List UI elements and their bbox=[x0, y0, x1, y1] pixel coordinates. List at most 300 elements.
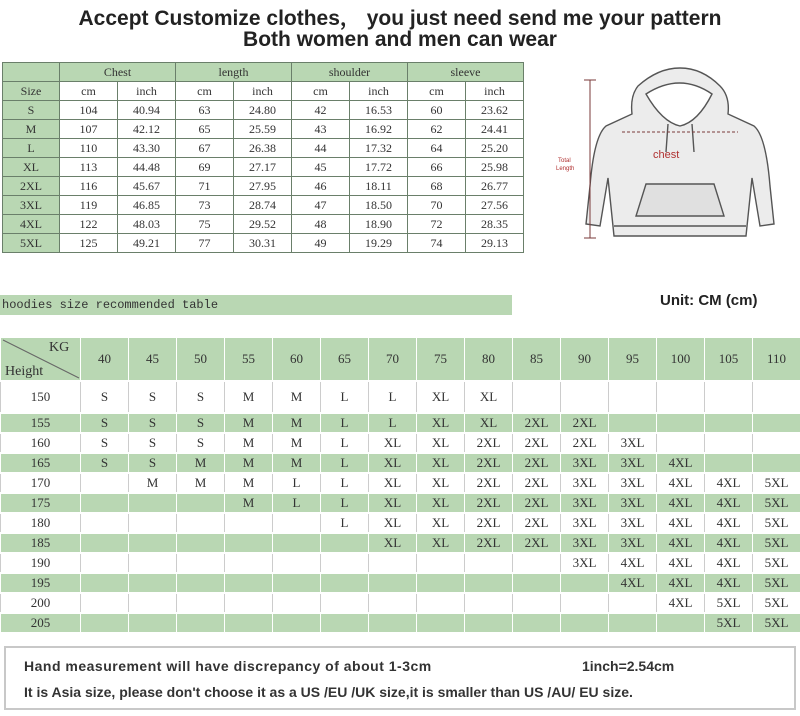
recommended-size-cell: L bbox=[320, 414, 368, 432]
recommended-size-cell: L bbox=[320, 454, 368, 472]
recommended-size-cell: 5XL bbox=[704, 614, 752, 632]
recommended-size-cell: 4XL bbox=[704, 574, 752, 592]
measure-cell: 25.20 bbox=[466, 139, 524, 158]
weight-header-cell: 70 bbox=[368, 338, 416, 380]
weight-header-cell: 95 bbox=[608, 338, 656, 380]
size-chart-row bbox=[3, 234, 524, 253]
recommended-size-cell: 5XL bbox=[752, 594, 800, 612]
page-subtitle: Both women and men can wear bbox=[243, 28, 557, 51]
recommended-size-cell bbox=[656, 382, 704, 412]
recommended-size-cell bbox=[512, 594, 560, 612]
size-cell: 4XL bbox=[3, 215, 60, 234]
recommended-size-cell bbox=[704, 382, 752, 412]
recommended-size-cell: 2XL bbox=[512, 414, 560, 432]
measure-cell: 71 bbox=[176, 177, 234, 196]
weight-header-cell: 40 bbox=[80, 338, 128, 380]
measure-cell: 19.29 bbox=[350, 234, 408, 253]
measure-cell: 47 bbox=[292, 196, 350, 215]
recommended-size-cell: S bbox=[80, 382, 128, 412]
recommended-size-cell bbox=[464, 554, 512, 572]
recommended-size-cell bbox=[416, 554, 464, 572]
height-cell: 195 bbox=[0, 574, 80, 592]
measure-cell: 23.62 bbox=[466, 101, 524, 120]
recommend-row bbox=[0, 554, 800, 572]
measure-cell: 18.11 bbox=[350, 177, 408, 196]
measure-cell: 77 bbox=[176, 234, 234, 253]
recommended-size-cell: XL bbox=[368, 434, 416, 452]
recommended-size-cell bbox=[608, 382, 656, 412]
group-sleeve: sleeve bbox=[408, 63, 524, 82]
unit-cell: cm bbox=[60, 82, 118, 101]
recommended-size-cell: 3XL bbox=[608, 474, 656, 492]
recommended-size-cell: L bbox=[272, 474, 320, 492]
recommended-size-cell bbox=[560, 594, 608, 612]
measure-cell: 122 bbox=[60, 215, 118, 234]
measure-cell: 63 bbox=[176, 101, 234, 120]
recommended-size-cell bbox=[320, 574, 368, 592]
recommended-size-cell: 3XL bbox=[608, 534, 656, 552]
height-cell: 175 bbox=[0, 494, 80, 512]
measure-cell: 46.85 bbox=[118, 196, 176, 215]
recommended-size-cell: 4XL bbox=[608, 554, 656, 572]
recommended-size-cell: 2XL bbox=[560, 434, 608, 452]
recommended-size-cell: 4XL bbox=[656, 574, 704, 592]
recommended-size-cell bbox=[224, 594, 272, 612]
measure-cell: 27.95 bbox=[234, 177, 292, 196]
recommended-size-cell bbox=[128, 514, 176, 532]
measure-cell: 30.31 bbox=[234, 234, 292, 253]
recommended-size-cell: 4XL bbox=[656, 494, 704, 512]
recommended-size-cell: 4XL bbox=[656, 474, 704, 492]
recommended-size-cell: L bbox=[368, 382, 416, 412]
recommended-size-cell: M bbox=[224, 434, 272, 452]
recommended-size-cell bbox=[176, 554, 224, 572]
kg-label: KG bbox=[49, 340, 70, 355]
unit-label: Unit: CM (cm) bbox=[660, 292, 758, 309]
recommended-size-cell: 5XL bbox=[752, 534, 800, 552]
recommended-size-cell bbox=[176, 574, 224, 592]
recommended-size-cell: 5XL bbox=[752, 474, 800, 492]
recommended-size-cell bbox=[128, 614, 176, 632]
recommended-size-cell: M bbox=[224, 382, 272, 412]
size-chart-row bbox=[3, 177, 524, 196]
recommended-size-cell: 4XL bbox=[704, 534, 752, 552]
recommend-row bbox=[0, 594, 800, 612]
recommend-row bbox=[0, 454, 800, 472]
recommended-size-cell: 5XL bbox=[752, 614, 800, 632]
recommended-size-cell bbox=[608, 594, 656, 612]
size-cell: 3XL bbox=[3, 196, 60, 215]
unit-cell: cm bbox=[292, 82, 350, 101]
recommended-size-cell bbox=[272, 554, 320, 572]
measure-cell: 60 bbox=[408, 101, 466, 120]
recommended-size-cell bbox=[656, 414, 704, 432]
measure-cell: 27.56 bbox=[466, 196, 524, 215]
recommended-size-cell bbox=[416, 574, 464, 592]
recommended-size-cell bbox=[512, 382, 560, 412]
recommended-size-cell bbox=[560, 614, 608, 632]
weight-header-cell: 90 bbox=[560, 338, 608, 380]
recommend-row bbox=[0, 434, 800, 452]
recommended-size-cell: L bbox=[272, 494, 320, 512]
recommend-table-title: hoodies size recommended table bbox=[0, 295, 512, 315]
recommended-size-cell: S bbox=[80, 434, 128, 452]
recommend-body bbox=[0, 382, 800, 632]
recommended-size-cell: 5XL bbox=[752, 574, 800, 592]
recommended-size-cell: 2XL bbox=[512, 434, 560, 452]
recommended-size-cell: 2XL bbox=[512, 454, 560, 472]
unit-cell: cm bbox=[408, 82, 466, 101]
size-cell: 5XL bbox=[3, 234, 60, 253]
recommended-size-cell: 2XL bbox=[464, 514, 512, 532]
recommended-size-cell bbox=[368, 554, 416, 572]
recommended-size-cell bbox=[464, 574, 512, 592]
recommended-size-cell: S bbox=[80, 454, 128, 472]
recommended-size-cell: XL bbox=[416, 414, 464, 432]
recommend-row bbox=[0, 514, 800, 532]
size-cell: M bbox=[3, 120, 60, 139]
weight-header-cell: 65 bbox=[320, 338, 368, 380]
group-length: length bbox=[176, 63, 292, 82]
measure-cell: 64 bbox=[408, 139, 466, 158]
recommended-size-cell: L bbox=[320, 514, 368, 532]
measure-cell: 116 bbox=[60, 177, 118, 196]
height-cell: 200 bbox=[0, 594, 80, 612]
measure-cell: 72 bbox=[408, 215, 466, 234]
recommended-size-cell bbox=[80, 474, 128, 492]
measure-cell: 48.03 bbox=[118, 215, 176, 234]
recommended-size-cell: 5XL bbox=[752, 554, 800, 572]
measure-cell: 18.50 bbox=[350, 196, 408, 215]
measure-cell: 17.32 bbox=[350, 139, 408, 158]
recommended-size-cell: S bbox=[176, 414, 224, 432]
size-chart-row bbox=[3, 139, 524, 158]
recommended-size-cell: XL bbox=[416, 514, 464, 532]
recommended-size-cell bbox=[368, 614, 416, 632]
size-chart-row bbox=[3, 101, 524, 120]
recommended-size-cell: M bbox=[224, 414, 272, 432]
recommended-size-cell: 5XL bbox=[752, 514, 800, 532]
measure-cell: 62 bbox=[408, 120, 466, 139]
measure-cell: 104 bbox=[60, 101, 118, 120]
inch-conversion-note: 1inch=2.54cm bbox=[582, 658, 675, 674]
recommended-size-cell: M bbox=[224, 494, 272, 512]
recommend-weight-row bbox=[0, 338, 800, 380]
unit-cell: inch bbox=[350, 82, 408, 101]
recommended-size-cell bbox=[416, 614, 464, 632]
recommended-size-cell: XL bbox=[368, 514, 416, 532]
recommended-size-cell bbox=[752, 434, 800, 452]
measure-cell: 75 bbox=[176, 215, 234, 234]
recommended-size-cell: 3XL bbox=[560, 534, 608, 552]
recommended-size-cell bbox=[320, 534, 368, 552]
size-chart-row bbox=[3, 120, 524, 139]
recommended-size-cell: 4XL bbox=[656, 454, 704, 472]
hoodie-diagram bbox=[548, 66, 798, 246]
recommend-row bbox=[0, 414, 800, 432]
total-length-label-2: Length bbox=[556, 166, 575, 172]
recommended-size-cell: XL bbox=[368, 494, 416, 512]
height-cell: 155 bbox=[0, 414, 80, 432]
recommended-size-cell: XL bbox=[368, 454, 416, 472]
recommended-size-cell bbox=[80, 554, 128, 572]
recommended-size-cell: 3XL bbox=[608, 434, 656, 452]
measure-cell: 49.21 bbox=[118, 234, 176, 253]
recommended-size-cell bbox=[368, 574, 416, 592]
measure-cell: 42.12 bbox=[118, 120, 176, 139]
recommended-size-cell: 2XL bbox=[464, 434, 512, 452]
height-label: Height bbox=[5, 364, 44, 379]
measure-cell: 125 bbox=[60, 234, 118, 253]
measure-cell: 24.80 bbox=[234, 101, 292, 120]
recommended-size-cell: M bbox=[272, 414, 320, 432]
recommended-size-cell bbox=[464, 614, 512, 632]
recommended-size-cell: 3XL bbox=[560, 514, 608, 532]
measure-cell: 107 bbox=[60, 120, 118, 139]
recommend-row bbox=[0, 474, 800, 492]
recommended-size-cell bbox=[320, 554, 368, 572]
recommended-size-cell bbox=[128, 494, 176, 512]
weight-header-cell: 110 bbox=[752, 338, 800, 380]
recommended-size-cell bbox=[176, 514, 224, 532]
recommended-size-cell bbox=[704, 454, 752, 472]
size-chart-row bbox=[3, 158, 524, 177]
height-cell: 185 bbox=[0, 534, 80, 552]
size-cell: 2XL bbox=[3, 177, 60, 196]
size-label: Size bbox=[3, 82, 60, 101]
recommended-size-cell bbox=[752, 454, 800, 472]
recommended-size-cell: 4XL bbox=[704, 514, 752, 532]
size-chart-row bbox=[3, 215, 524, 234]
measure-cell: 73 bbox=[176, 196, 234, 215]
recommended-size-cell: 2XL bbox=[512, 494, 560, 512]
recommended-size-cell bbox=[272, 534, 320, 552]
recommended-size-cell: 3XL bbox=[560, 554, 608, 572]
measure-cell: 70 bbox=[408, 196, 466, 215]
measure-cell: 46 bbox=[292, 177, 350, 196]
recommended-size-cell bbox=[224, 554, 272, 572]
recommended-size-cell: M bbox=[128, 474, 176, 492]
recommended-size-cell bbox=[128, 574, 176, 592]
recommended-size-cell bbox=[176, 494, 224, 512]
recommended-size-cell bbox=[224, 514, 272, 532]
measure-cell: 65 bbox=[176, 120, 234, 139]
measure-cell: 43 bbox=[292, 120, 350, 139]
recommended-size-cell: 4XL bbox=[704, 474, 752, 492]
recommended-size-cell bbox=[512, 554, 560, 572]
recommended-size-cell: M bbox=[224, 474, 272, 492]
height-cell: 190 bbox=[0, 554, 80, 572]
measure-cell: 68 bbox=[408, 177, 466, 196]
recommended-size-cell bbox=[512, 574, 560, 592]
recommended-size-cell: 2XL bbox=[512, 474, 560, 492]
recommended-size-cell: 4XL bbox=[656, 534, 704, 552]
recommended-size-cell: L bbox=[320, 494, 368, 512]
recommended-size-cell bbox=[416, 594, 464, 612]
page-title: Accept Customize clothes， you just need send me your pattern bbox=[78, 7, 722, 30]
size-chart-body bbox=[3, 101, 524, 253]
recommended-size-cell: 5XL bbox=[704, 594, 752, 612]
recommended-size-cell: 3XL bbox=[560, 474, 608, 492]
chest-label: chest bbox=[653, 149, 680, 161]
measure-cell: 43.30 bbox=[118, 139, 176, 158]
measure-cell: 16.53 bbox=[350, 101, 408, 120]
measure-cell: 18.90 bbox=[350, 215, 408, 234]
recommended-size-cell: XL bbox=[368, 474, 416, 492]
recommended-size-cell bbox=[272, 614, 320, 632]
recommend-row bbox=[0, 534, 800, 552]
recommended-size-cell bbox=[752, 414, 800, 432]
measure-cell: 49 bbox=[292, 234, 350, 253]
unit-cell: inch bbox=[118, 82, 176, 101]
measure-cell: 110 bbox=[60, 139, 118, 158]
recommended-size-cell: 3XL bbox=[608, 494, 656, 512]
weight-header-cell: 100 bbox=[656, 338, 704, 380]
recommended-size-cell bbox=[704, 434, 752, 452]
weight-header-cell: 85 bbox=[512, 338, 560, 380]
recommended-size-cell: L bbox=[320, 382, 368, 412]
recommended-size-cell bbox=[80, 494, 128, 512]
recommended-size-cell bbox=[608, 414, 656, 432]
recommend-table bbox=[0, 336, 800, 634]
weight-header-cell: 50 bbox=[176, 338, 224, 380]
measure-cell: 29.52 bbox=[234, 215, 292, 234]
measure-cell: 24.41 bbox=[466, 120, 524, 139]
recommended-size-cell bbox=[176, 614, 224, 632]
recommended-size-cell: XL bbox=[416, 454, 464, 472]
size-chart-corner bbox=[3, 63, 60, 82]
recommended-size-cell: S bbox=[176, 434, 224, 452]
recommend-row bbox=[0, 614, 800, 632]
recommended-size-cell bbox=[80, 594, 128, 612]
measure-cell: 48 bbox=[292, 215, 350, 234]
recommended-size-cell bbox=[320, 614, 368, 632]
measure-cell: 28.74 bbox=[234, 196, 292, 215]
unit-cell: inch bbox=[466, 82, 524, 101]
unit-cell: cm bbox=[176, 82, 234, 101]
size-cell: L bbox=[3, 139, 60, 158]
recommended-size-cell: S bbox=[176, 382, 224, 412]
total-length-label-1: Total bbox=[558, 158, 571, 164]
recommended-size-cell: 2XL bbox=[512, 514, 560, 532]
measure-cell: 26.38 bbox=[234, 139, 292, 158]
measure-cell: 113 bbox=[60, 158, 118, 177]
recommended-size-cell: XL bbox=[416, 382, 464, 412]
recommended-size-cell bbox=[80, 534, 128, 552]
size-chart-group-row bbox=[3, 63, 524, 82]
recommended-size-cell: 2XL bbox=[560, 414, 608, 432]
recommended-size-cell: XL bbox=[416, 434, 464, 452]
height-cell: 160 bbox=[0, 434, 80, 452]
recommend-row bbox=[0, 574, 800, 592]
measure-cell: 17.72 bbox=[350, 158, 408, 177]
recommended-size-cell: XL bbox=[416, 494, 464, 512]
recommended-size-cell: 3XL bbox=[608, 454, 656, 472]
recommended-size-cell bbox=[752, 382, 800, 412]
recommended-size-cell: 3XL bbox=[608, 514, 656, 532]
recommended-size-cell: 4XL bbox=[704, 494, 752, 512]
weight-header-cell: 55 bbox=[224, 338, 272, 380]
size-cell: S bbox=[3, 101, 60, 120]
measure-cell: 69 bbox=[176, 158, 234, 177]
recommended-size-cell bbox=[224, 614, 272, 632]
height-cell: 165 bbox=[0, 454, 80, 472]
group-shoulder: shoulder bbox=[292, 63, 408, 82]
size-cell: XL bbox=[3, 158, 60, 177]
recommended-size-cell: L bbox=[320, 474, 368, 492]
measure-cell: 45.67 bbox=[118, 177, 176, 196]
notes-box bbox=[4, 646, 796, 710]
weight-header-cell: 45 bbox=[128, 338, 176, 380]
height-cell: 180 bbox=[0, 514, 80, 532]
measure-cell: 26.77 bbox=[466, 177, 524, 196]
measure-cell: 25.59 bbox=[234, 120, 292, 139]
recommended-size-cell: 4XL bbox=[608, 574, 656, 592]
recommended-size-cell bbox=[656, 614, 704, 632]
recommended-size-cell: 3XL bbox=[560, 454, 608, 472]
asia-size-note: It is Asia size, please don't choose it as a US /EU /UK size,it is smaller than US /AU/ EU size. bbox=[24, 684, 633, 700]
recommended-size-cell bbox=[176, 534, 224, 552]
weight-header-cell: 80 bbox=[464, 338, 512, 380]
measure-cell: 25.98 bbox=[466, 158, 524, 177]
recommended-size-cell bbox=[704, 414, 752, 432]
recommended-size-cell bbox=[272, 574, 320, 592]
recommended-size-cell bbox=[464, 594, 512, 612]
recommended-size-cell: S bbox=[128, 454, 176, 472]
recommended-size-cell bbox=[176, 594, 224, 612]
weight-header-cell: 75 bbox=[416, 338, 464, 380]
corner-cell bbox=[0, 338, 80, 380]
recommended-size-cell: 3XL bbox=[560, 494, 608, 512]
measure-cell: 67 bbox=[176, 139, 234, 158]
recommended-size-cell: 5XL bbox=[752, 494, 800, 512]
measure-cell: 119 bbox=[60, 196, 118, 215]
recommended-size-cell bbox=[272, 514, 320, 532]
recommend-row bbox=[0, 382, 800, 412]
recommended-size-cell: 2XL bbox=[464, 454, 512, 472]
recommended-size-cell: 4XL bbox=[656, 594, 704, 612]
recommended-size-cell bbox=[560, 382, 608, 412]
measure-cell: 27.17 bbox=[234, 158, 292, 177]
recommended-size-cell: 2XL bbox=[464, 494, 512, 512]
recommended-size-cell: M bbox=[176, 474, 224, 492]
recommended-size-cell bbox=[608, 614, 656, 632]
group-chest: Chest bbox=[60, 63, 176, 82]
recommended-size-cell: L bbox=[368, 414, 416, 432]
measure-cell: 74 bbox=[408, 234, 466, 253]
measure-cell: 28.35 bbox=[466, 215, 524, 234]
measure-cell: 40.94 bbox=[118, 101, 176, 120]
measure-cell: 44 bbox=[292, 139, 350, 158]
recommended-size-cell: 2XL bbox=[464, 534, 512, 552]
unit-cell: inch bbox=[234, 82, 292, 101]
size-chart-table bbox=[2, 62, 524, 253]
measure-cell: 29.13 bbox=[466, 234, 524, 253]
recommended-size-cell bbox=[320, 594, 368, 612]
recommended-size-cell bbox=[80, 614, 128, 632]
recommended-size-cell: 4XL bbox=[704, 554, 752, 572]
recommended-size-cell bbox=[224, 574, 272, 592]
recommended-size-cell: L bbox=[320, 434, 368, 452]
recommended-size-cell bbox=[560, 574, 608, 592]
weight-header-cell: 105 bbox=[704, 338, 752, 380]
recommended-size-cell: M bbox=[272, 454, 320, 472]
height-cell: 170 bbox=[0, 474, 80, 492]
recommended-size-cell bbox=[224, 534, 272, 552]
recommended-size-cell: S bbox=[128, 414, 176, 432]
recommended-size-cell: S bbox=[128, 434, 176, 452]
recommended-size-cell: 2XL bbox=[464, 474, 512, 492]
